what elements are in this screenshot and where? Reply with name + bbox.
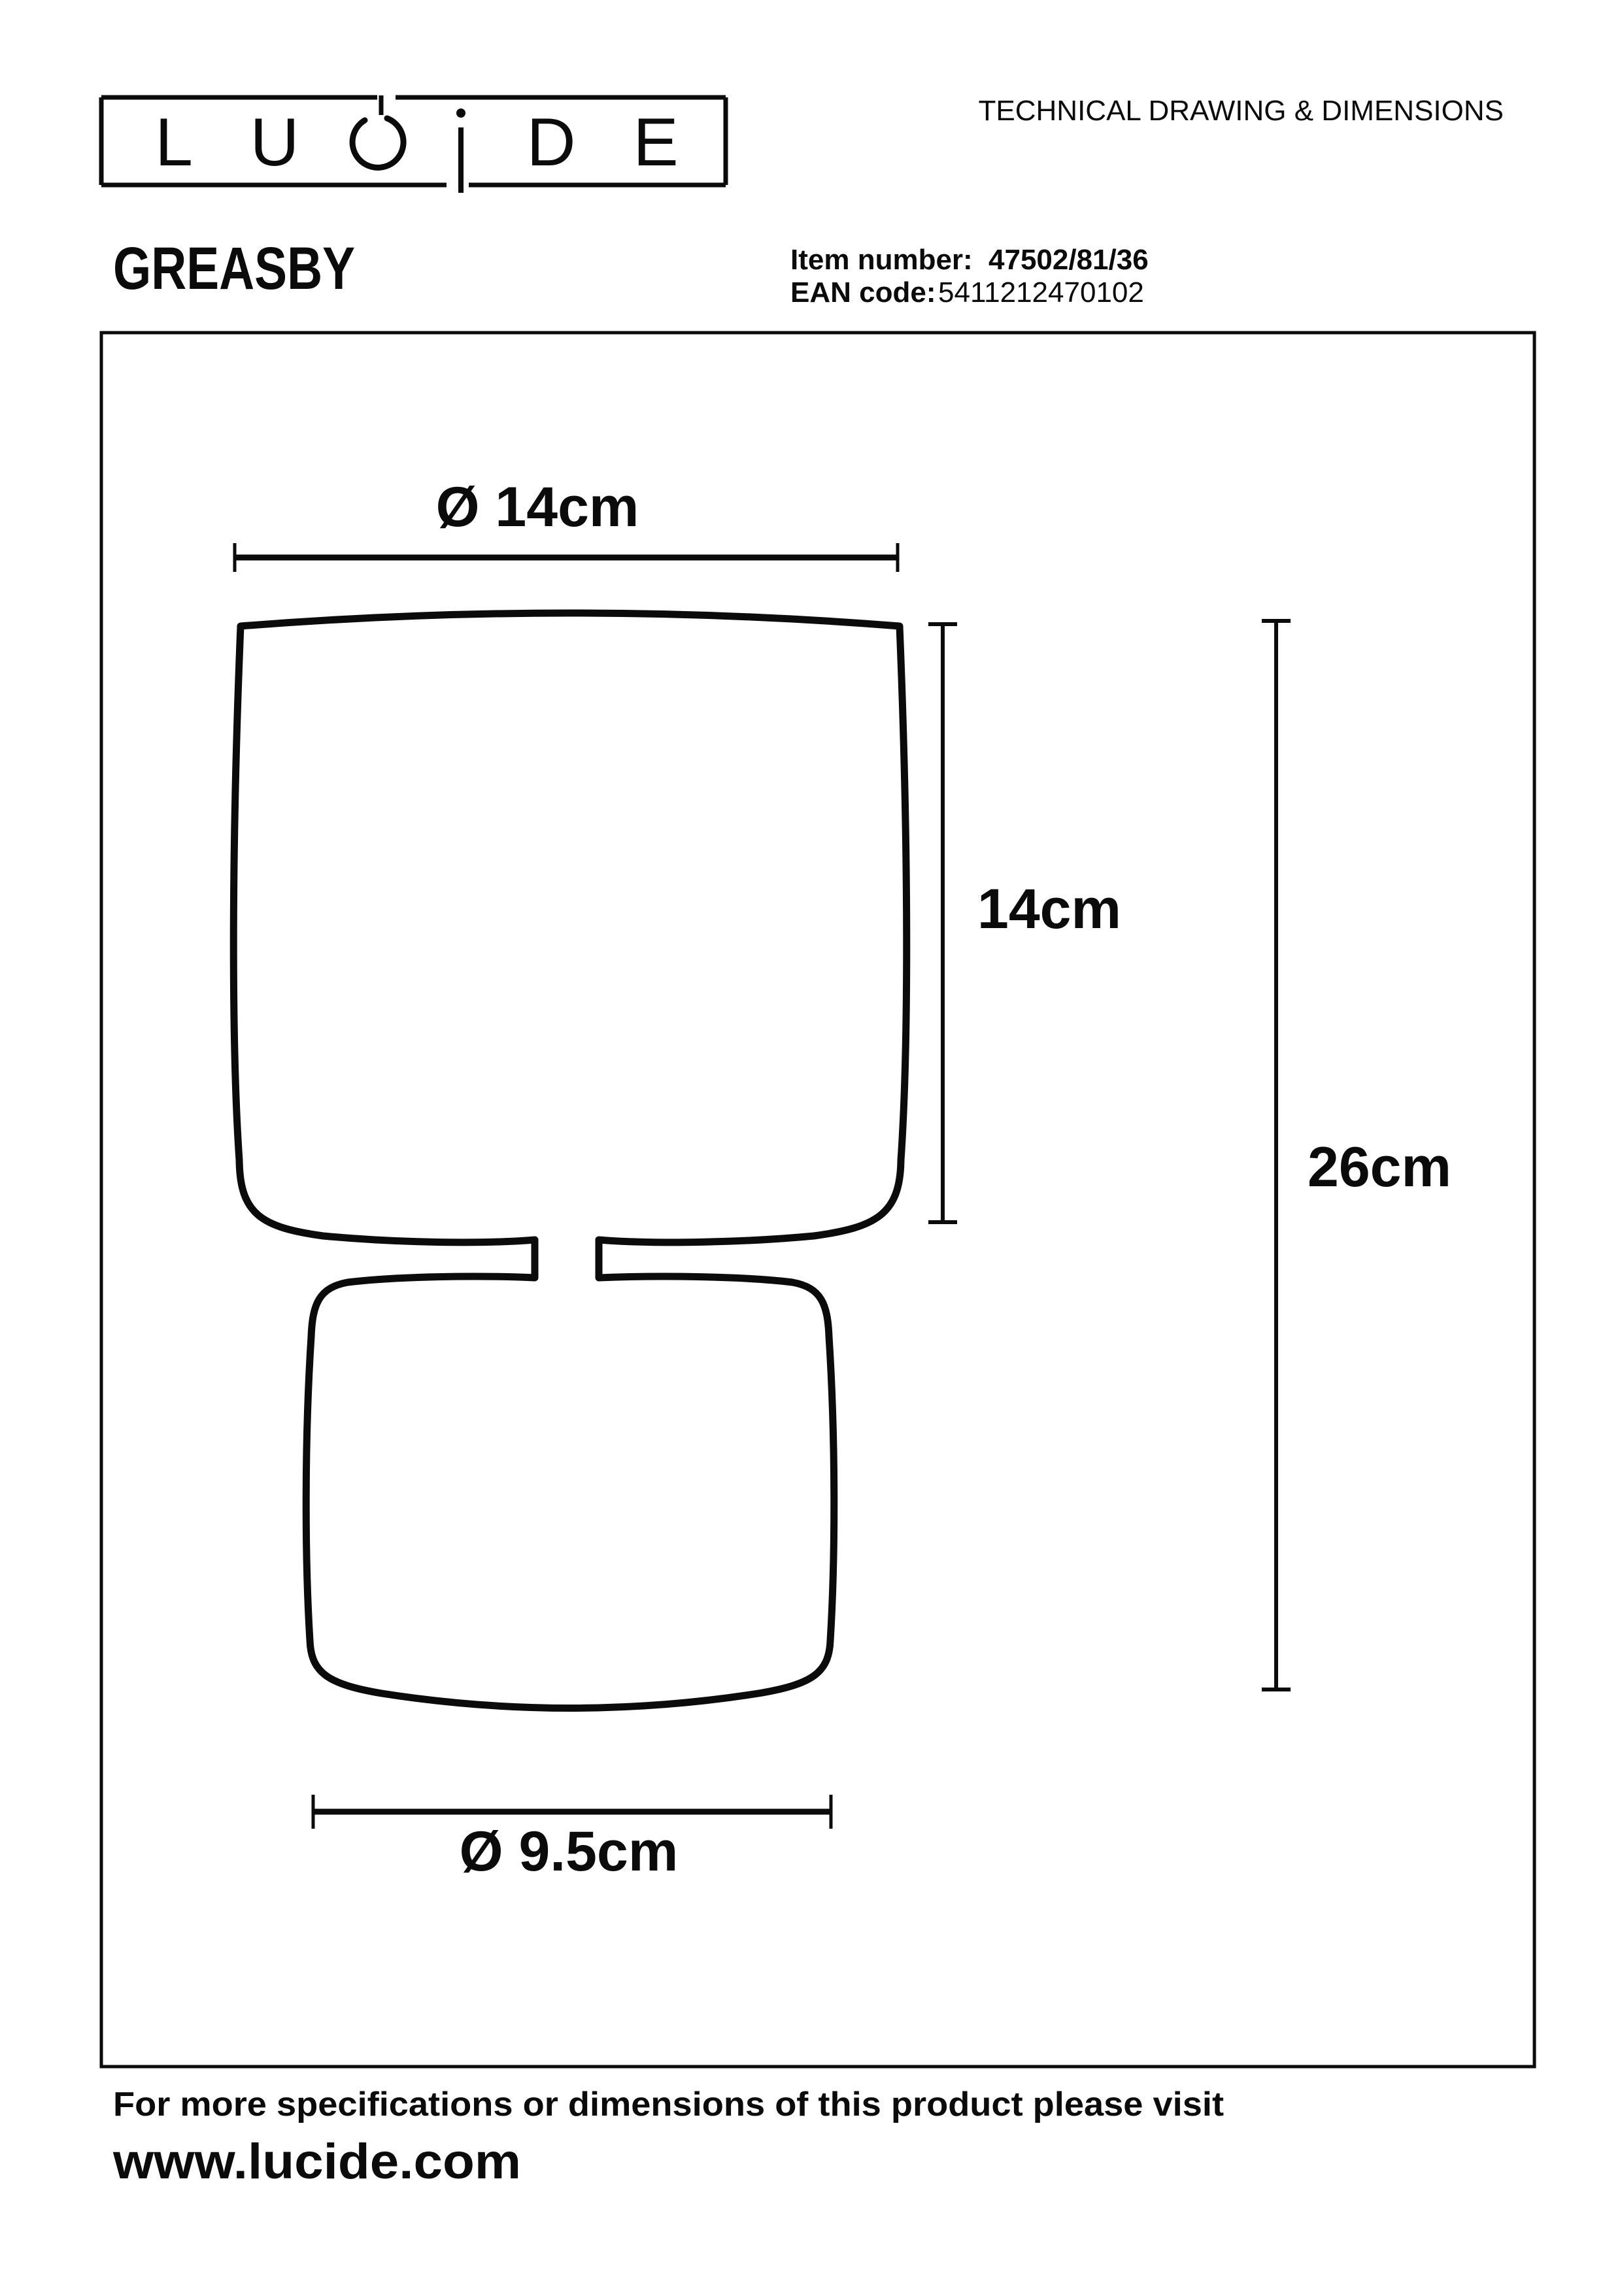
total-height-dimension: [1262, 621, 1451, 1689]
table-lamp-outline: [233, 613, 907, 1708]
base-diameter-dimension: [313, 1795, 831, 1883]
footer-note: For more specifications or dimensions of this product please visit: [113, 2086, 1224, 2123]
total-height-label: 26cm: [1308, 1136, 1451, 1199]
shade-diameter-label: Ø 14cm: [435, 476, 639, 539]
base-diameter-label: Ø 9.5cm: [459, 1820, 679, 1883]
ean-code-value: 5411212470102: [938, 276, 1144, 308]
product-name: GREASBY: [113, 235, 355, 302]
ean-code-label: EAN code:: [790, 276, 936, 308]
footer-website-link[interactable]: www.lucide.com: [112, 2134, 521, 2189]
logo-letter-c: [352, 118, 403, 167]
logo-letter-l: L: [155, 105, 193, 180]
logo-letter-i-dot: [456, 108, 465, 118]
lucide-logo: [101, 95, 726, 193]
logo-letter-u: U: [250, 105, 299, 180]
item-number-value: 47502/81/36: [988, 244, 1149, 276]
shade-height-dimension: [928, 624, 1121, 1222]
item-number-label: Item number:: [790, 244, 973, 276]
logo-letter-e: E: [633, 105, 679, 180]
shade-height-label: 14cm: [977, 878, 1121, 940]
shade-diameter-dimension: [235, 476, 898, 572]
doc-title: TECHNICAL DRAWING & DIMENSIONS: [978, 95, 1504, 127]
drawing-frame: [101, 333, 1534, 2067]
product-meta: [790, 244, 1149, 308]
logo-letter-d: D: [526, 105, 576, 180]
